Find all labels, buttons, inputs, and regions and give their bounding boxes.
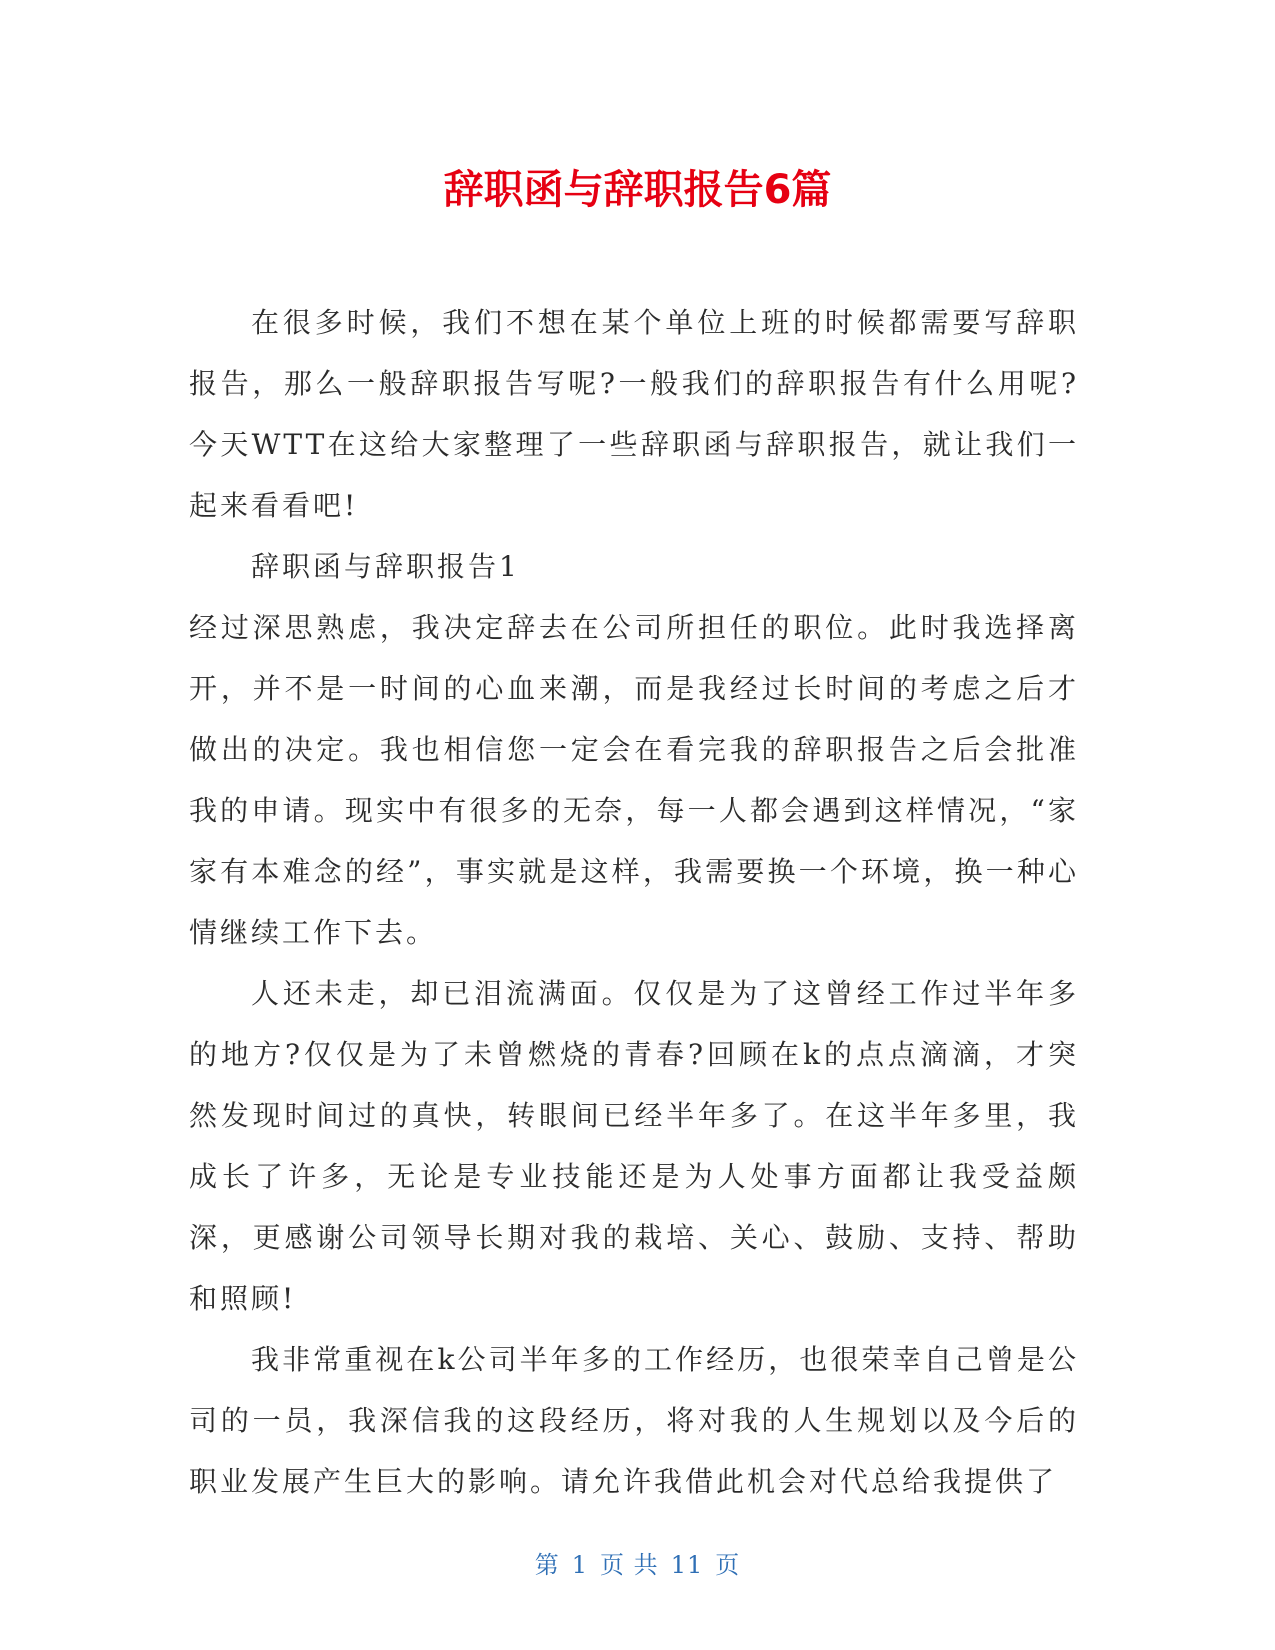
document-title: 辞职函与辞职报告6篇	[443, 167, 832, 213]
footer-mid: 页 共	[600, 1551, 659, 1579]
paragraph-intro: 在很多时候，我们不想在某个单位上班的时候都需要写辞职报告，那么一般辞职报告写呢?一般我们的辞职报告有什么用呢?今天WTT在这给大家整理了一些辞职函与辞职报告，就让我们一起来看看吧!	[189, 306, 1079, 522]
paragraph-section1-1: 经过深思熟虑，我决定辞去在公司所担任的职位。此时我选择离开，并不是一时间的心血来潮，而是我经过长时间的考虑之后才做出的决定。我也相信您一定会在看完我的辞职报告之后会批准我的申请。现实中有很多的无奈，每一人都会遇到这样情况，“家家有本难念的经”，事实就是这样，我需要换一个环境，换一种心情继续工作下去。	[189, 611, 1079, 949]
paragraph-section1-2: 人还未走，却已泪流满面。仅仅是为了这曾经工作过半年多的地方?仅仅是为了未曾燃烧的青春?回顾在k的点点滴滴，才突然发现时间过的真快，转眼间已经半年多了。在这半年多里，我成长了许多，无论是专业技能还是为人处事方面都让我受益颇深，更感谢公司领导长期对我的栽培、关心、鼓励、支持、帮助和照顾!	[189, 977, 1079, 1315]
document-body	[189, 292, 1079, 1512]
page-footer	[0, 1547, 1275, 1583]
footer-suffix: 页	[715, 1551, 741, 1579]
footer-total-pages: 11	[670, 1551, 704, 1579]
footer-prefix: 第	[534, 1551, 560, 1579]
footer-current-page: 1	[571, 1551, 589, 1579]
section-heading-1: 辞职函与辞职报告1	[251, 550, 520, 583]
paragraph-section1-3: 我非常重视在k公司半年多的工作经历，也很荣幸自己曾是公司的一员，我深信我的这段经历，将对我的人生规划以及今后的职业发展产生巨大的影响。请允许我借此机会对代总给我提供了	[189, 1343, 1079, 1498]
